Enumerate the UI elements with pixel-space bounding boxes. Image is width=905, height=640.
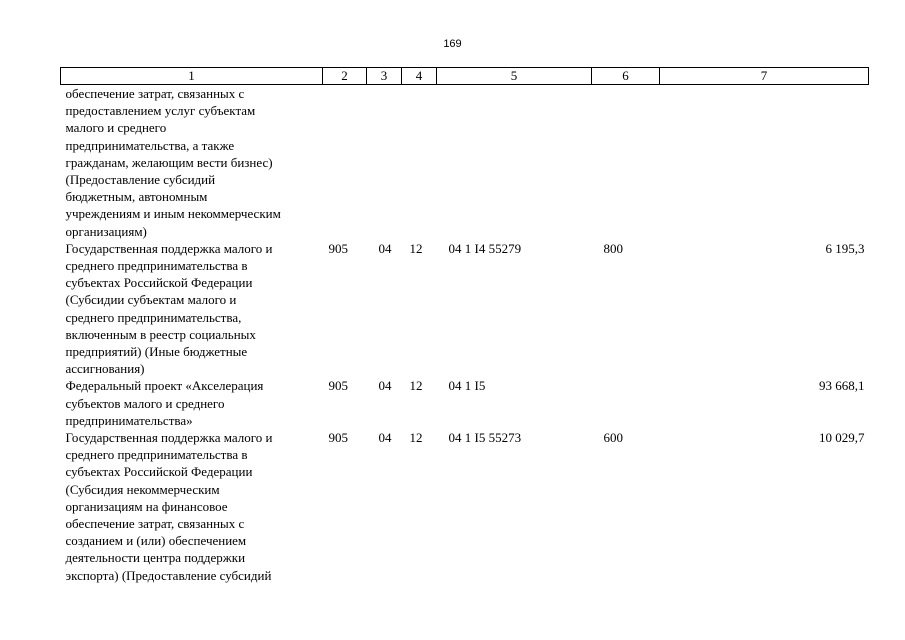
row-section: 04 xyxy=(378,430,392,446)
page-number: 169 xyxy=(443,38,462,50)
row-expense-type: 800 xyxy=(603,240,623,256)
header-col-6: 6 xyxy=(592,68,660,85)
row-expense-type xyxy=(592,85,660,240)
table-row xyxy=(61,85,869,240)
row-amount: 10 029,7 xyxy=(819,430,865,446)
row-ministry-code: 905 xyxy=(328,430,348,446)
row-expense-type: 600 xyxy=(603,430,623,446)
row-amount: 93 668,1 xyxy=(819,378,865,394)
header-col-5: 5 xyxy=(437,68,592,85)
row-amount xyxy=(660,85,869,240)
row-description: Государственная поддержка малого и среднего предпринимательства в субъектах Российской Федерации (Субсидия некоммерческим организациям на финансовое обеспечение затрат, связанных с созданием и (или) обеспечением деятельности центра поддержки экспорта) (Предоставление субсидий xyxy=(65,430,273,583)
row-subsection: 12 xyxy=(409,240,423,256)
table-row xyxy=(61,240,869,378)
row-ministry-code: 905 xyxy=(328,240,348,256)
row-expense-type xyxy=(592,377,660,429)
row-section xyxy=(367,85,402,240)
row-amount: 6 195,3 xyxy=(825,240,865,256)
row-target-article xyxy=(437,85,592,240)
header-row xyxy=(61,68,869,85)
row-description: Федеральный проект «Акселерация субъектов малого и среднего предпринимательства» xyxy=(65,378,264,428)
row-subsection: 12 xyxy=(409,378,423,394)
budget-table xyxy=(60,67,869,584)
row-target-article: 04 1 I5 55273 xyxy=(448,430,522,446)
row-subsection: 12 xyxy=(409,430,423,446)
table-row xyxy=(61,429,869,584)
row-ministry-code xyxy=(323,85,367,240)
row-section: 04 xyxy=(378,378,392,394)
row-section: 04 xyxy=(378,240,392,256)
row-target-article: 04 1 I4 55279 xyxy=(448,240,522,256)
header-col-2: 2 xyxy=(323,68,367,85)
row-subsection xyxy=(402,85,437,240)
row-target-article: 04 1 I5 xyxy=(448,378,486,394)
header-col-7: 7 xyxy=(660,68,869,85)
row-description: Государственная поддержка малого и среднего предпринимательства в субъектах Российской Федерации (Субсидии субъектам малого и среднего предпринимательства, включенным в реестр социальных предприятий) (Иные бюджетные ассигнования) xyxy=(65,240,273,377)
row-ministry-code: 905 xyxy=(328,378,348,394)
table-row xyxy=(61,377,869,429)
header-col-3: 3 xyxy=(367,68,402,85)
row-description: обеспечение затрат, связанных с предоставлением услуг субъектам малого и среднего предпринимательства, а также гражданам, желающим вести бизнес) (Предоставление субсидий бюджетным, автономным учреждениям и иным некоммерческим организациям) xyxy=(65,86,281,239)
header-col-1: 1 xyxy=(61,68,323,85)
header-col-4: 4 xyxy=(402,68,437,85)
